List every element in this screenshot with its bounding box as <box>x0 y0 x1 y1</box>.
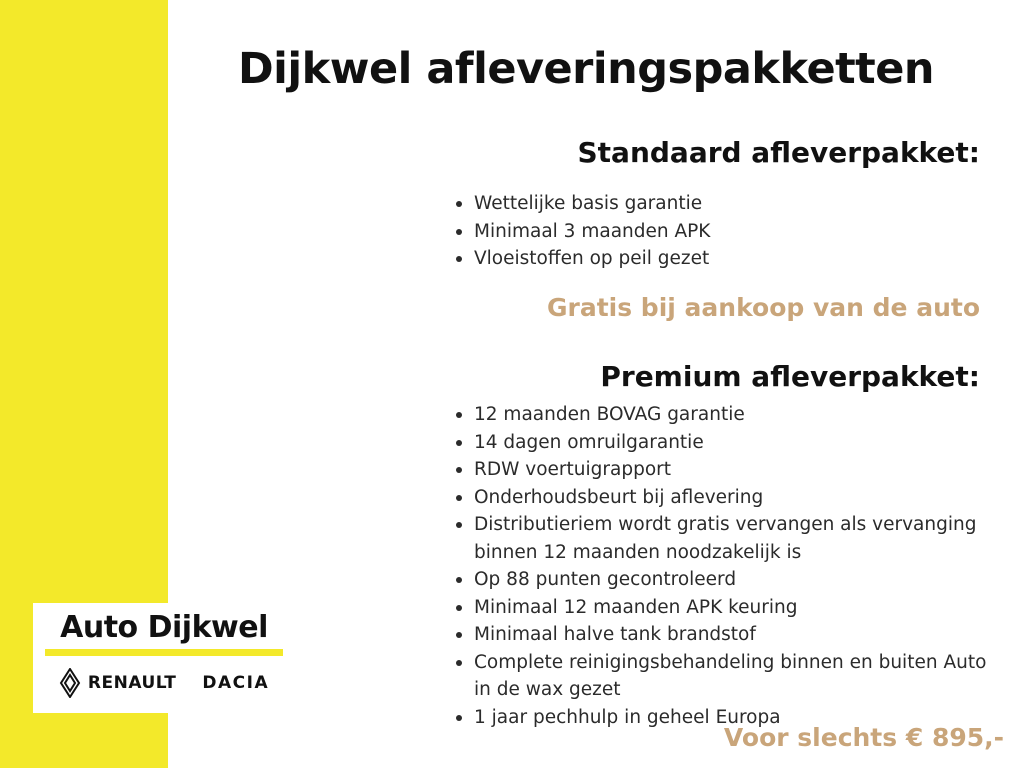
premium-package-price-tagline: Voor slechts € 895,- <box>723 723 1004 752</box>
list-item: Minimaal 3 maanden APK <box>474 218 1008 246</box>
list-item: 14 dagen omruilgarantie <box>474 429 1008 457</box>
poster-content <box>168 0 1024 768</box>
list-item: Minimaal 12 maanden APK keuring <box>474 594 1008 622</box>
renault-diamond-icon <box>59 668 81 698</box>
logo-wordmark: Auto Dijkwel <box>60 610 268 645</box>
premium-package-heading: Premium afleverpakket: <box>600 360 980 393</box>
renault-wordmark: RENAULT <box>87 673 177 693</box>
standard-package-tagline: Gratis bij aankoop van de auto <box>546 293 980 322</box>
page-title: Dijkwel afleveringspakketten <box>237 44 934 94</box>
list-item: Complete reinigingsbehandeling binnen en buiten Auto in de wax gezet <box>474 649 1008 704</box>
list-item: Distributieriem wordt gratis vervangen als vervanging binnen 12 maanden noodzakelijk is <box>474 511 1008 566</box>
list-item: Onderhoudsbeurt bij aflevering <box>474 484 1008 512</box>
list-item: Vloeistoffen op peil gezet <box>474 245 1008 273</box>
list-item: RDW voertuigrapport <box>474 456 1008 484</box>
list-item: Op 88 punten gecontroleerd <box>474 566 1008 594</box>
premium-package-list <box>448 401 1008 731</box>
logo-underline <box>45 649 283 656</box>
standard-package-list <box>448 190 1008 273</box>
brand-row <box>59 668 269 698</box>
company-logo <box>33 603 295 713</box>
list-item: Wettelijke basis garantie <box>474 190 1008 218</box>
dacia-wordmark: DACIA <box>202 673 270 693</box>
list-item: 1 jaar pechhulp in geheel Europa <box>474 704 1008 732</box>
list-item: 12 maanden BOVAG garantie <box>474 401 1008 429</box>
standard-package-heading: Standaard afleverpakket: <box>577 136 980 169</box>
list-item: Minimaal halve tank brandstof <box>474 621 1008 649</box>
renault-brand <box>59 668 176 698</box>
